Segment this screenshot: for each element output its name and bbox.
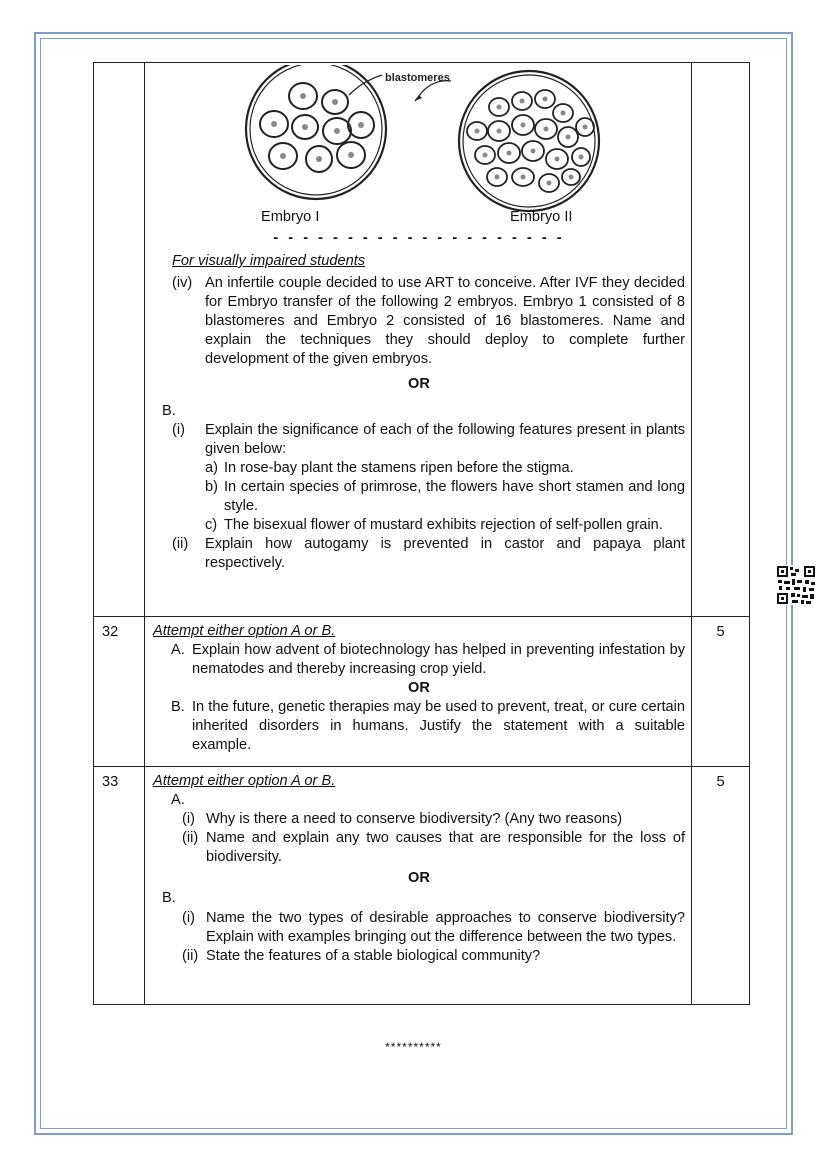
question-number-cell — [94, 617, 145, 767]
sub-label: c) — [205, 517, 218, 533]
instruction-text: Attempt either option A or B. — [153, 623, 336, 639]
option-text: Explain how advent of biotechnology has helped in preventing infestation by nematodes and thereby increasing crop yield. — [192, 642, 685, 677]
visually-impaired-heading: For visually impaired students — [172, 253, 366, 269]
table-row-q33 — [94, 767, 750, 1005]
question-content-cell — [145, 617, 692, 767]
table-row-q31-continued — [94, 63, 750, 617]
part-label: (iv) — [172, 275, 193, 291]
embryo-diagram — [153, 65, 693, 229]
question-content-cell — [145, 63, 692, 617]
marks-value: 5 — [716, 624, 725, 640]
part-text: Name and explain any two causes that are responsible for the loss of biodiversity. — [206, 830, 685, 865]
sub-text: The bisexual flower of mustard exhibits rejection of self-pollen grain. — [224, 517, 663, 533]
option-b-label: B. — [162, 403, 176, 419]
question-part-iv — [172, 274, 685, 369]
question-number: 32 — [102, 624, 119, 640]
sub-label: b) — [205, 479, 218, 495]
part-text: An infertile couple decided to use ART to conceive. After IVF they decided for Embryo transfer of the following 2 embryos. Embryo 1 consisted of 8 blastomeres and Embryo 2 consisted of 16 blastomeres. Name and explain the techniques they should deploy to complete further development of the given embryos. — [205, 275, 685, 367]
part-text: Explain how autogamy is prevented in castor and papaya plant respectively. — [205, 536, 685, 571]
option-label: B. — [171, 699, 185, 715]
option-label: A. — [171, 642, 185, 658]
question-part-a-i — [182, 810, 685, 829]
question-number-cell — [94, 63, 145, 617]
question-table — [93, 62, 750, 1005]
marks-cell — [692, 767, 750, 1005]
question-part-b-i — [182, 909, 685, 947]
or-divider: OR — [408, 376, 430, 392]
instruction-text: Attempt either option A or B. — [153, 773, 336, 789]
blastomeres-pointer-label: blastomeres — [385, 72, 450, 84]
sub-part-a — [205, 459, 685, 478]
part-label: (i) — [172, 422, 185, 438]
part-label: (ii) — [182, 948, 199, 964]
embryo-1-label: Embryo I — [261, 209, 320, 225]
end-of-paper-marker: ********** — [385, 1040, 442, 1054]
sub-text: In certain species of primrose, the flowers have short stamen and long style. — [224, 479, 685, 514]
part-text: State the features of a stable biological community? — [206, 948, 541, 964]
option-a-label: A. — [171, 792, 185, 808]
question-number: 33 — [102, 774, 119, 790]
part-text: Why is there a need to conserve biodiversity? (Any two reasons) — [206, 811, 623, 827]
or-divider: OR — [408, 680, 430, 696]
table-row-q32 — [94, 617, 750, 767]
part-label: (i) — [182, 910, 195, 926]
sub-part-b — [205, 478, 685, 516]
or-divider: OR — [408, 870, 430, 886]
part-label: (ii) — [182, 830, 199, 846]
embryo-2-figure — [459, 71, 599, 211]
part-label: (ii) — [172, 536, 189, 552]
part-text: Explain the significance of each of the following features present in plants given below: — [205, 422, 685, 457]
part-text: Name the two types of desirable approaches to conserve biodiversity? Explain with examples bringing out the difference between the two types. — [206, 910, 685, 945]
marks-cell — [692, 617, 750, 767]
question-part-b-ii — [182, 947, 685, 966]
sub-text: In rose-bay plant the stamens ripen before the stigma. — [224, 460, 574, 476]
question-part-ii — [172, 535, 685, 573]
pointer-arrowhead-icon — [415, 95, 422, 101]
section-separator: - - - - - - - - - - - - - - - - - - - - — [273, 230, 565, 246]
sub-label: a) — [205, 460, 218, 476]
part-label: (i) — [182, 811, 195, 827]
option-b-label: B. — [162, 890, 176, 906]
sub-part-c — [205, 516, 685, 535]
option-a — [171, 641, 685, 679]
question-part-i — [172, 421, 685, 459]
embryo-1-figure — [246, 65, 386, 199]
option-b — [171, 698, 685, 755]
question-number-cell — [94, 767, 145, 1005]
question-part-a-ii — [182, 829, 685, 867]
question-content-cell — [145, 767, 692, 1005]
marks-cell — [692, 63, 750, 617]
marks-value: 5 — [716, 774, 725, 790]
option-text: In the future, genetic therapies may be used to prevent, treat, or cure certain inherited disorders in humans. Justify the statement with a suitable example. — [192, 699, 685, 753]
qr-code-icon — [776, 565, 816, 605]
embryo-2-label: Embryo II — [510, 209, 573, 225]
